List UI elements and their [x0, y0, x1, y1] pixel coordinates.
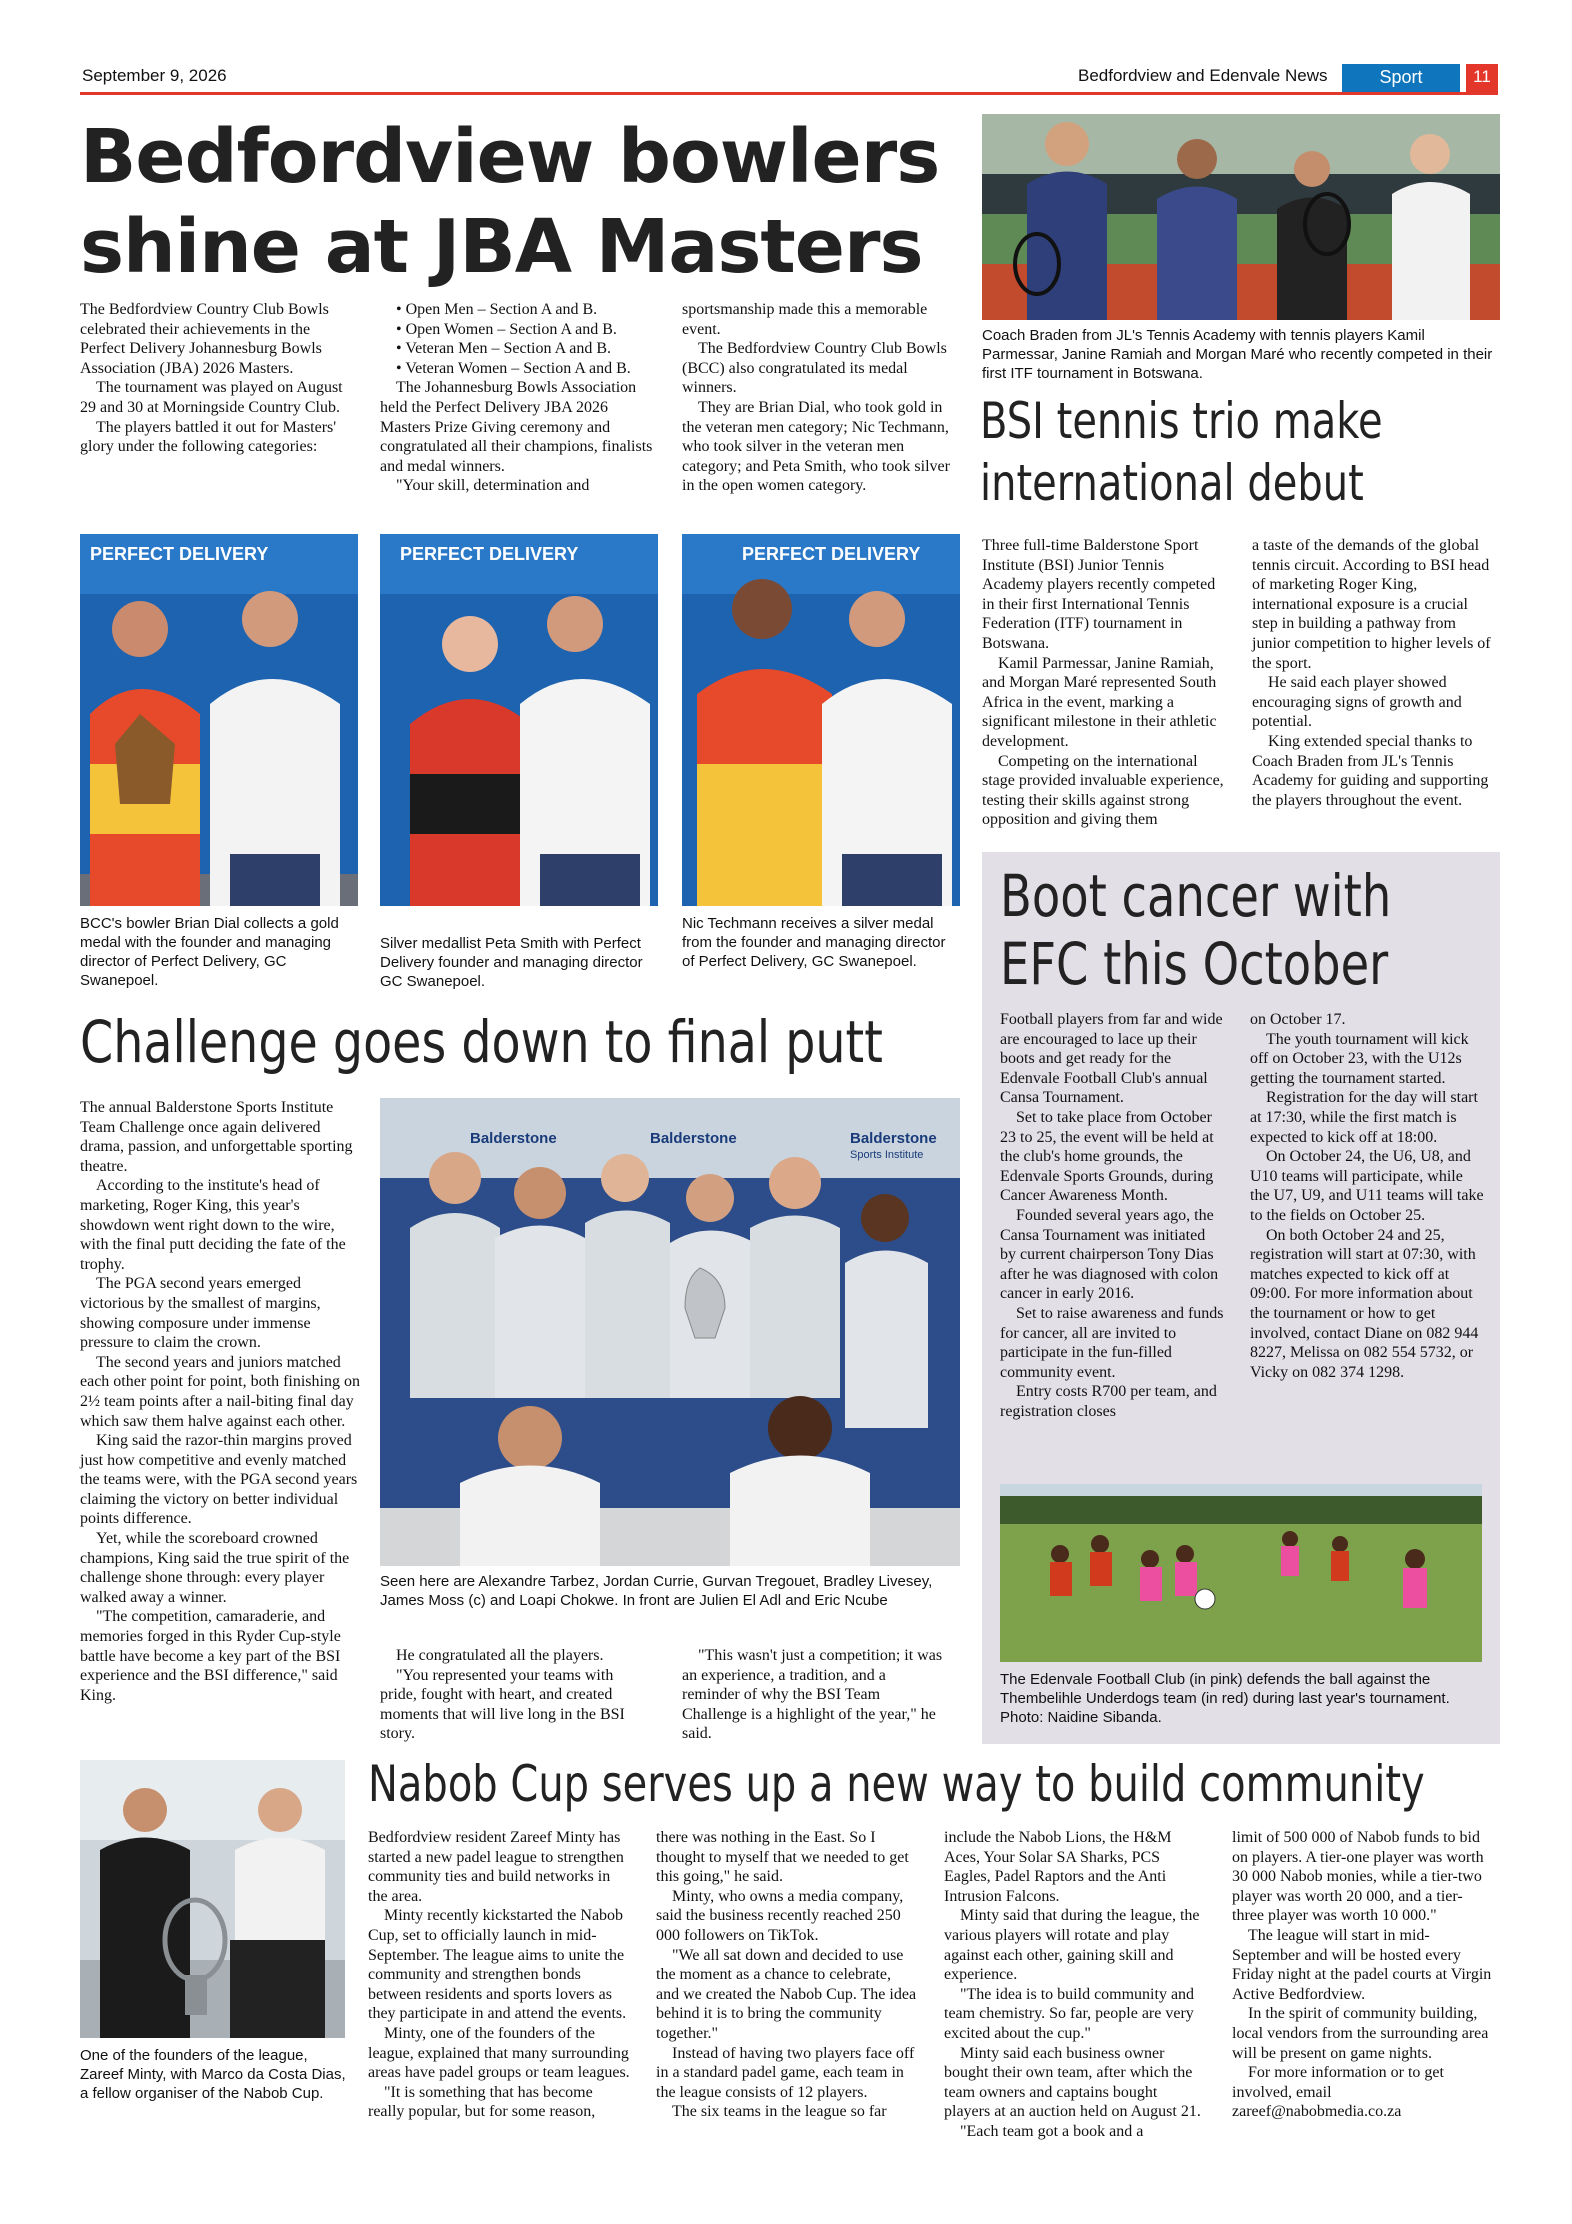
category-item: • Veteran Women – Section A and B.	[396, 359, 631, 377]
paragraph: Instead of having two players face off in a standard padel game, each team in the league consists of 12 players.	[656, 2044, 915, 2101]
paragraph: Yet, while the scoreboard crowned champions, King said the true spirit of the challenge shone through: every player walked away a winner.	[80, 1530, 350, 1606]
tennis-headline-line2: international debut	[980, 454, 1364, 512]
paragraph: limit of 500 000 of Nabob funds to bid on players. A tier-one player was worth 30 000 Nabob monies, while a tier-two player was worth 20 000, and a tier-three player was worth 10 000."	[1232, 1829, 1484, 1925]
padel-col-4	[1232, 1828, 1494, 2122]
paragraph: Founded several years ago, the Cansa Tournament was initiated by current chairperson Tony Dias after he was diagnosed with colon cancer in early 2016.	[1000, 1206, 1219, 1303]
paragraph: The Bedfordview Country Club Bowls celebrated their achievements in the Perfect Delivery Johannesburg Bowls Association (JBA) 2026 Masters.	[80, 301, 329, 377]
photo-backdrop-text: Balderstone	[470, 1130, 557, 1147]
paragraph: Entry costs R700 per team, and registration closes	[1000, 1383, 1217, 1420]
padel-col-3	[944, 1828, 1206, 2142]
paragraph: They are Brian Dial, who took gold in the veteran men category; Nic Techmann, who took silver in the veteran men category; and Peta Smith, who took silver in the open women category.	[682, 398, 950, 495]
photo-backdrop-text: Sports Institute	[850, 1149, 924, 1161]
section-label: Sport	[1379, 67, 1423, 87]
paragraph: "This wasn't just a competition; it was an experience, a tradition, and a reminder of why the BSI Team Challenge is a highlight of the year," he said.	[682, 1647, 943, 1743]
paragraph: The players battled it out for Masters' glory under the following categories:	[80, 418, 337, 456]
paragraph: The tournament was played on August 29 and 30 at Morningside Country Club.	[80, 379, 343, 416]
category-item: • Open Men – Section A and B.	[396, 301, 598, 318]
padel-headline-text: Nabob Cup serves up a new way to build community	[368, 1755, 1425, 1813]
paragraph: On both October 24 and 25, registration will start at 07:30, with matches expected to kick off at 09:00. For more information about the tournament or how to get involved, contact Diane on 082 944 8227, Melissa on 082 554 5732, or Vicky on 082 374 1298.	[1250, 1226, 1479, 1381]
paragraph: Three full-time Balderstone Sport Institute (BSI) Junior Tennis Academy players recently competed in their first International Tennis Federation (ITF) tournament in Botswana.	[982, 537, 1216, 652]
golf-photo	[380, 1098, 960, 1566]
paragraph: The second years and juniors matched each other point for point, both finishing on 2½ team points after a nail-biting final day which saw them halve against each other.	[80, 1353, 360, 1430]
bowls-headline-line2: shine at JBA Masters	[80, 204, 923, 290]
paragraph: Minty said that during the league, the various players will rotate and play against each other, gaining skill and experience.	[944, 1907, 1200, 1984]
paragraph: The six teams in the league so far	[672, 2103, 887, 2121]
bowls-col-1	[80, 300, 350, 457]
paragraph: there was nothing in the East. So I thought to myself that we needed to get this going," he said.	[656, 1829, 909, 1886]
photo-backdrop-text: PERFECT DELIVERY	[400, 544, 579, 564]
paragraph: "Each team got a book and a	[960, 2122, 1144, 2140]
category-item: • Open Women – Section A and B.	[396, 320, 617, 338]
paragraph: On October 24, the U6, U8, and U10 teams will participate, while the U7, U9, and U11 teams will take to the fields on October 25.	[1250, 1148, 1484, 1224]
paragraph: He congratulated all the players.	[396, 1647, 604, 1664]
header-rule	[80, 92, 1498, 95]
tennis-col-1	[982, 536, 1227, 830]
paragraph: Minty said each business owner bought their own team, after which the team owners and captains bought players at an auction held on August 21.	[944, 2044, 1201, 2121]
header-publication: Bedfordview and Edenvale News	[1078, 66, 1328, 85]
paragraph: The Bedfordview Country Club Bowls (BCC) also congratulated its medal winners.	[682, 340, 947, 397]
golf-col-1	[80, 1098, 360, 1705]
tennis-headline-line1: BSI tennis trio make	[980, 392, 1383, 450]
golf-col-2	[380, 1646, 650, 1744]
football-photo	[1000, 1484, 1482, 1662]
tennis-col-2	[1252, 536, 1497, 810]
paragraph: "The idea is to build community and team chemistry. So far, people are very excited about the cup."	[944, 1985, 1195, 2042]
page-number: 11	[1473, 67, 1491, 86]
football-caption: The Edenvale Football Club (in pink) defends the ball against the Thembelihle Underdogs team (in red) during last year's tournament. Photo: Naidine Sibanda.	[1000, 1671, 1450, 1726]
paragraph: Set to raise awareness and funds for cancer, all are invited to participate in the fun-filled community event.	[1000, 1304, 1224, 1381]
category-item: • Veteran Men – Section A and B.	[396, 340, 612, 358]
paragraph: He said each player showed encouraging signs of growth and potential.	[1252, 674, 1462, 731]
paragraph: The Johannesburg Bowls Association held the Perfect Delivery JBA 2026 Masters Prize Giving ceremony and congratulated all their champions, finalists and medal winners.	[380, 379, 653, 475]
golf-col-3	[682, 1646, 947, 1744]
padel-col-1	[368, 1828, 630, 2122]
paragraph: Minty, one of the founders of the league, explained that many surrounding areas have padel groups or team leagues.	[368, 2024, 630, 2082]
paragraph: Competing on the international stage provided invaluable experience, testing their skills against strong opposition and giving them	[982, 752, 1224, 829]
paragraph: King extended special thanks to Coach Braden from JL's Tennis Academy for guiding and supporting the players throughout the event.	[1252, 732, 1489, 809]
paragraph: Kamil Parmessar, Janine Ramiah, and Morgan Maré represented South Africa in the event, marking a significant milestone in their athletic development.	[982, 654, 1217, 750]
bowls-photo-nic-techmann	[682, 534, 960, 906]
paragraph: Bedfordview resident Zareef Minty has started a new padel league to strengthen community ties and build networks in the area.	[368, 1829, 624, 1905]
paragraph: Minty, who owns a media company, said the business recently reached 250 000 followers on TikTok.	[656, 1887, 904, 1944]
bowls-headline-line1: Bedfordview bowlers	[80, 114, 940, 200]
paragraph: on October 17.	[1250, 1011, 1346, 1028]
bowls-caption-2: Silver medallist Peta Smith with Perfect Delivery founder and managing director GC Swanepoel.	[380, 935, 643, 990]
paragraph: "We all sat down and decided to use the moment as a chance to celebrate, and we created the Nabob Cup. The idea behind it is to bring the community together."	[656, 1946, 917, 2042]
paragraph: In the spirit of community building, local vendors from the surrounding area will be present on game nights.	[1232, 2005, 1489, 2062]
paragraph: Set to take place from October 23 to 25, the event will be held at the club's home grounds, the Edenvale Sports Grounds, during Cancer Awareness Month.	[1000, 1108, 1214, 1205]
paragraph: The youth tournament will kick off on October 23, with the U12s getting the tournament started.	[1250, 1030, 1469, 1087]
paragraph: a taste of the demands of the global tennis circuit. According to BSI head of marketing Roger King, international exposure is a crucial step in building a pathway from junior competition to higher levels of the sport.	[1252, 537, 1491, 672]
paragraph: "You represented your teams with pride, fought with heart, and created moments that will live long in the BSI story.	[380, 1666, 625, 1743]
header-date: September 9, 2026	[82, 66, 227, 85]
football-headline	[1000, 862, 1391, 998]
bowls-caption-1: BCC's bowler Brian Dial collects a gold medal with the founder and managing director of Perfect Delivery, GC Swanepoel.	[80, 915, 339, 989]
bowls-headline	[80, 112, 939, 292]
football-headline-line2: EFC this October	[1000, 930, 1389, 998]
paragraph: According to the institute's head of marketing, Roger King, this year's showdown went right down to the wire, with the final putt deciding the fate of the trophy.	[80, 1177, 346, 1273]
paragraph: The league will start in mid-September and will be hosted every Friday night at the padel courts at Virgin Active Bedfordview.	[1232, 1926, 1492, 2003]
bowls-caption-3: Nic Techmann receives a silver medal from the founder and managing director of Perfect Delivery, GC Swanepoel.	[682, 915, 946, 970]
tennis-photo	[982, 114, 1500, 320]
tennis-headline	[980, 390, 1383, 514]
paragraph: "The competition, camaraderie, and memories forged in this Ryder Cup-style battle have become a key part of the BSI experience and the BSI difference," said King.	[80, 1608, 341, 1704]
football-col-1	[1000, 1010, 1225, 1421]
paragraph: sportsmanship made this a memorable event.	[682, 301, 928, 338]
football-headline-line1: Boot cancer with	[1000, 862, 1392, 930]
paragraph: Registration for the day will start at 17:30, while the first match is expected to kick off at 18:00.	[1250, 1089, 1478, 1146]
padel-photo	[80, 1760, 345, 2038]
paragraph: Minty recently kickstarted the Nabob Cup, set to officially launch in mid-September. The league aims to unite the community and strengthen bonds between residents and sports lovers as they participate in and attend the events.	[368, 1907, 627, 2023]
paragraph: The annual Balderstone Sports Institute Team Challenge once again delivered drama, passion, and unforgettable sporting theatre.	[80, 1099, 353, 1175]
golf-caption: Seen here are Alexandre Tarbez, Jordan Currie, Gurvan Tregouet, Bradley Livesey, James Moss (c) and Loapi Chokwe. In front are Julien El Adl and Eric Ncube	[380, 1573, 933, 1609]
paragraph: "Your skill, determination and	[396, 477, 590, 495]
golf-headline-text: Challenge goes down to final putt	[80, 1008, 883, 1076]
bowls-photo-peta-smith	[380, 534, 658, 906]
photo-backdrop-text: Balderstone	[850, 1130, 937, 1147]
bowls-col-2	[380, 300, 655, 496]
paragraph: "It is something that has become really popular, but for some reason,	[368, 2083, 596, 2121]
paragraph: For more information or to get involved, email zareef@nabobmedia.co.za	[1232, 2064, 1444, 2121]
tennis-caption: Coach Braden from JL's Tennis Academy with tennis players Kamil Parmessar, Janine Ramiah and Morgan Maré who recently competed in their first ITF tournament in Botswana.	[982, 327, 1493, 382]
padel-col-2	[656, 1828, 918, 2122]
paragraph: include the Nabob Lions, the H&M Aces, Your Solar SA Sharks, PCS Eagles, Padel Raptors and the Anti Intrusion Falcons.	[944, 1829, 1172, 1905]
paragraph: King said the razor-thin margins proved just how competitive and evenly matched the teams were, with the PGA second years claiming the victory on better individual points difference.	[80, 1432, 358, 1528]
football-col-2	[1250, 1010, 1485, 1382]
photo-backdrop-text: Balderstone	[650, 1130, 737, 1147]
photo-backdrop-text: PERFECT DELIVERY	[742, 544, 921, 564]
photo-backdrop-text: PERFECT DELIVERY	[90, 544, 269, 564]
paragraph: Football players from far and wide are encouraged to lace up their boots and get ready for the Edenvale Football Club's annual Cansa Tournament.	[1000, 1011, 1223, 1107]
padel-headline	[368, 1754, 1425, 1814]
bowls-photo-brian-dial	[80, 534, 358, 906]
bowls-col-3	[682, 300, 952, 496]
golf-headline	[80, 1008, 883, 1076]
paragraph: The PGA second years emerged victorious by the smallest of margins, showing composure under immense pressure to claim the crown.	[80, 1275, 321, 1352]
padel-caption: One of the founders of the league, Zareef Minty, with Marco da Costa Dias, a fellow organiser of the Nabob Cup.	[80, 2047, 346, 2102]
